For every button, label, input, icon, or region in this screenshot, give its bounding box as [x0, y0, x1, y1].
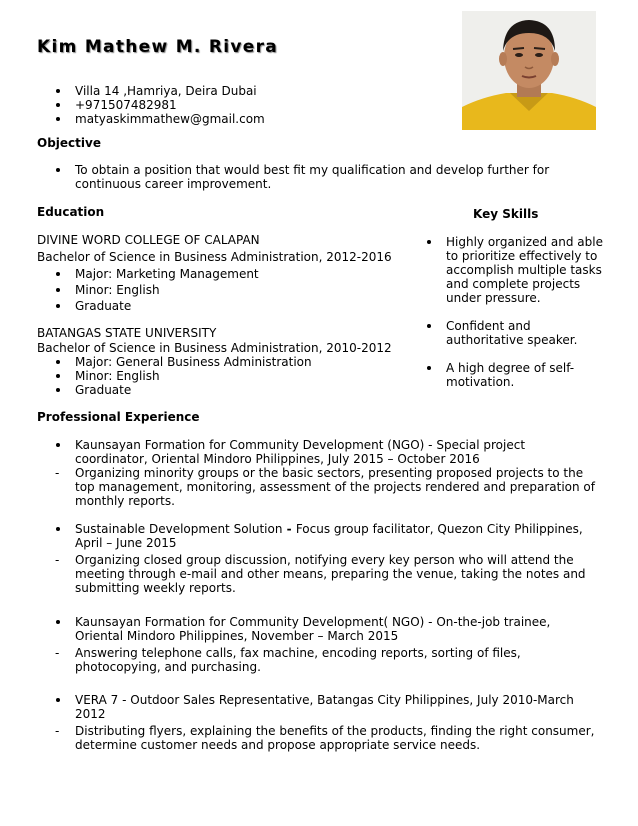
objective-heading: Objective	[37, 136, 101, 150]
experience-heading: Professional Experience	[37, 410, 200, 424]
job-title: VERA 7 - Outdoor Sales Representative, Batangas City Philippines, July 2010-March 2012	[75, 693, 600, 721]
contact-section	[75, 84, 265, 126]
objective-item: To obtain a position that would best fit my qualification and develop further for continuous career improvement.	[75, 163, 610, 191]
job-title: Sustainable Development Solution - Focus group facilitator, Quezon City Philippines, April – June 2015	[75, 522, 600, 550]
skill-item: Highly organized and able to prioritize effectively to accomplish multiple tasks and complete projects under pressure.	[446, 235, 604, 305]
job-duty: - Answering telephone calls, fax machine, encoding reports, sorting of files, photocopying, and purchasing.	[55, 646, 521, 674]
skill-item: A high degree of self-motivation.	[446, 361, 576, 389]
school-details	[75, 355, 312, 397]
skills-heading: Key Skills	[473, 207, 539, 221]
experience-job	[55, 438, 600, 508]
list-item: Minor: English	[75, 369, 312, 383]
list-item: Graduate	[75, 299, 259, 315]
school-name: DIVINE WORD COLLEGE OF CALAPAN	[37, 233, 260, 247]
skill-item: Confident and authoritative speaker.	[446, 319, 604, 347]
education-heading: Education	[37, 205, 105, 219]
job-duty: - Distributing flyers, explaining the benefits of the products, finding the right consumer, determine customer needs and propose appropriate service needs.	[55, 724, 595, 752]
school-name: BATANGAS STATE UNIVERSITY	[37, 326, 217, 340]
contact-address: Villa 14 ,Hamriya, Deira Dubai	[75, 84, 265, 98]
school-degree: Bachelor of Science in Business Administration, 2010-2012	[37, 341, 392, 355]
job-title: Kaunsayan Formation for Community Development (NGO) - Special project coordinator, Oriental Mindoro Philippines, July 2015 – October 2016	[75, 438, 600, 466]
experience-job	[55, 693, 600, 752]
job-duty: - Organizing closed group discussion, notifying every key person who will attend the meeting through e-mail and other means, preparing the venue, taking the notes and submitting weekly reports.	[55, 553, 586, 595]
school-details	[75, 267, 259, 315]
experience-job	[55, 615, 600, 674]
list-item: Minor: English	[75, 283, 259, 299]
contact-email: matyaskimmathew@gmail.com	[75, 112, 265, 126]
job-duty: - Organizing minority groups or the basic sectors, presenting proposed projects to the top management, monitoring, assessment of the projects rendered and preparation of monthly reports.	[55, 466, 596, 508]
school-degree: Bachelor of Science in Business Administration, 2012-2016	[37, 250, 392, 264]
job-title: Kaunsayan Formation for Community Development( NGO) - On-the-job trainee, Oriental Mindoro Philippines, November – March 2015	[75, 615, 600, 643]
experience-job	[55, 522, 600, 595]
skills-list	[446, 235, 604, 389]
profile-photo	[462, 11, 596, 130]
list-item: Major: Marketing Management	[75, 267, 259, 283]
list-item: Graduate	[75, 383, 312, 397]
contact-phone: +971507482981	[75, 98, 265, 112]
objective-list	[75, 163, 610, 191]
list-item: Major: General Business Administration	[75, 355, 312, 369]
resume-name: Kim Mathew M. Rivera	[37, 37, 279, 57]
